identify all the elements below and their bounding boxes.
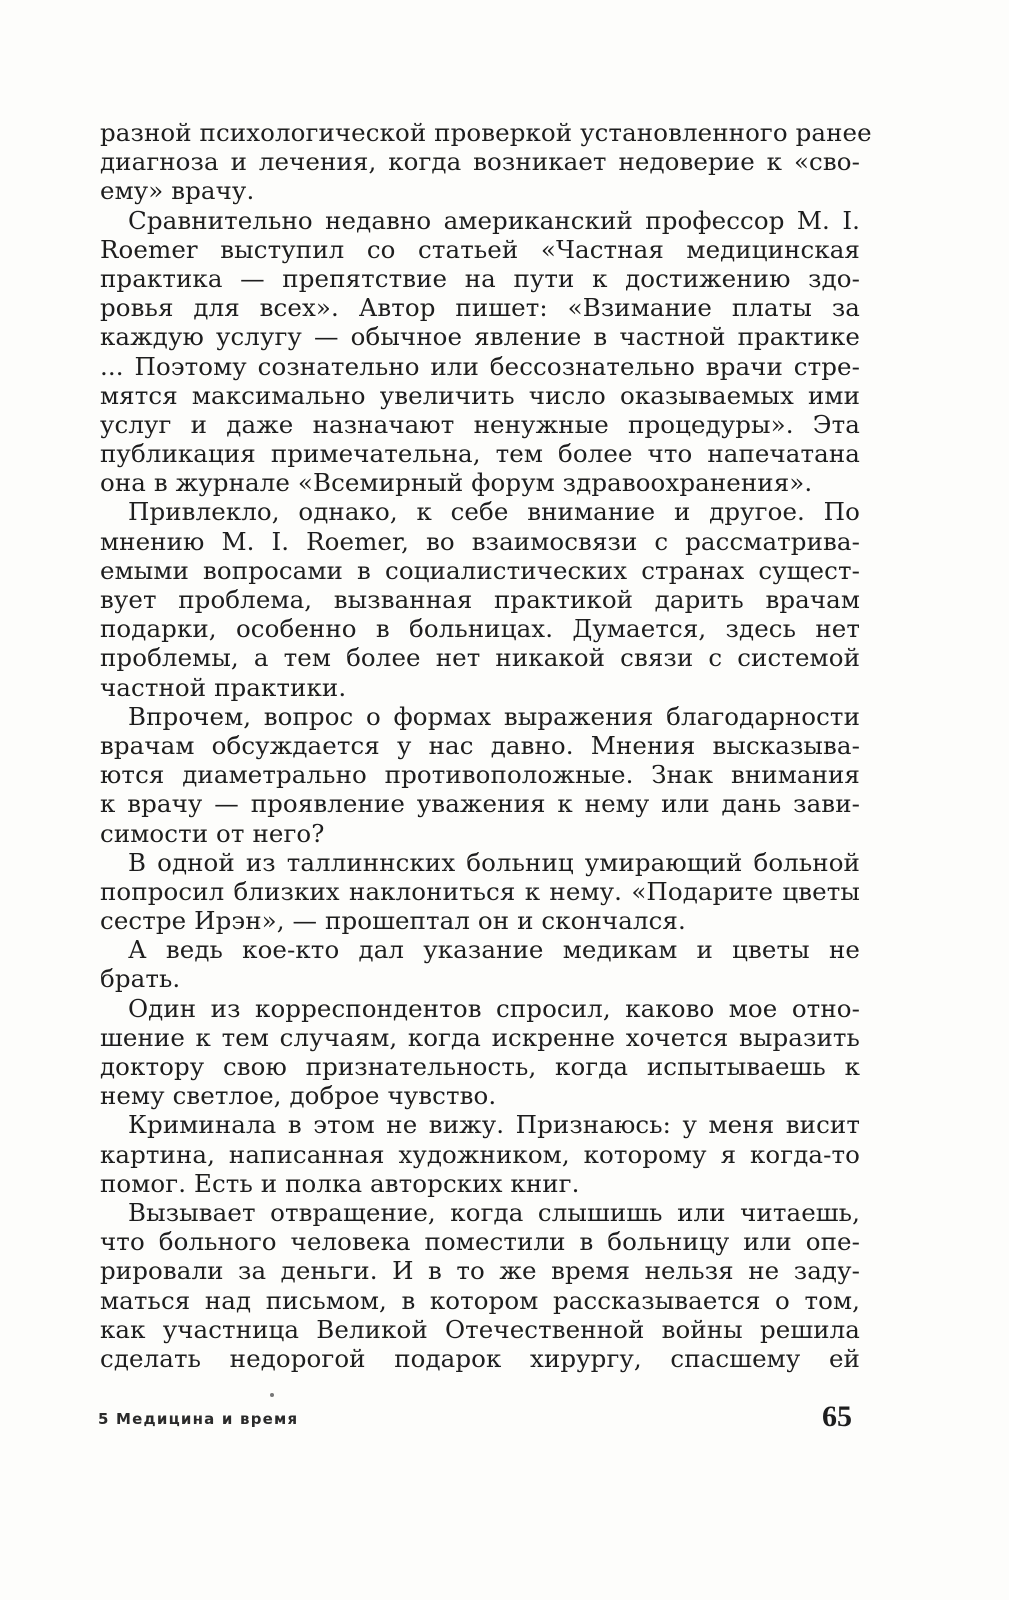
text-line: публикация примечательна, тем более что напечатана [100, 439, 860, 469]
text-line: она в журнале «Всемирный форум здравоохранения». [100, 468, 813, 498]
text-line: практика — препятствие на пути к достижению здо- [100, 263, 860, 293]
text-line: сделать недорогой подарок хирургу, спасшему ей [100, 1343, 860, 1373]
text-line: доктору свою признательность, когда испытываешь к [100, 1052, 860, 1081]
text-line: проблемы, а тем более нет никакой связи с системой [100, 643, 860, 673]
text-line: частной практики. [100, 672, 347, 702]
text-line: Криминала в этом не вижу. Признаюсь: у меня висит [128, 1110, 860, 1140]
text-line: ... Поэтому сознательно или бессознательно врачи стре- [100, 351, 860, 381]
text-line: В одной из таллиннских больниц умирающий больной [128, 847, 860, 877]
text-line: сестре Ирэн», — прошептал он и скончался. [100, 906, 686, 936]
text-line: емыми вопросами в социалистических странах сущест- [100, 555, 860, 585]
text-line: Один из корреспондентов спросил, каково мое отно- [128, 993, 860, 1023]
text-line: попросил близких наклониться к нему. «Подарите цветы [100, 876, 860, 906]
text-line: А ведь кое-кто дал указание медикам и цветы не [128, 935, 860, 965]
text-line: рировали за деньги. И в то же время нельзя не заду- [100, 1256, 860, 1286]
text-line: Вызывает отвращение, когда слышишь или читаешь, [128, 1197, 860, 1227]
text-line: маться над письмом, в котором рассказывается о том, [100, 1285, 860, 1315]
text-line: Привлекло, однако, к себе внимание и другое. По [128, 497, 860, 527]
text-line: как участница Великой Отечественной войны решила [100, 1314, 860, 1344]
text-line: диагноза и лечения, когда возникает недоверие к «сво- [100, 147, 860, 177]
text-line: Сравнительно недавно американский профессор М. I. [128, 205, 860, 235]
text-line: врачам обсуждается у нас давно. Мнения высказыва- [100, 730, 860, 760]
text-line: помог. Есть и полка авторских книг. [100, 1168, 580, 1198]
text-line: каждую услугу — обычное явление в частной практике [100, 322, 860, 352]
text-line: симости от него? [100, 818, 325, 848]
text-line: Впрочем, вопрос о формах выражения благодарности [128, 701, 860, 731]
text-line: ровья для всех». Автор пишет: «Взимание платы за [100, 293, 860, 323]
text-line: ему» врачу. [100, 176, 255, 206]
page-number: 65 [822, 1400, 852, 1433]
text-line: Roemer выступил со статьей «Частная медицинская [100, 234, 860, 264]
printer-signature-mark: 5 Медицина и время [98, 1410, 299, 1428]
text-line: к врачу — проявление уважения к нему или дань зави- [100, 789, 860, 819]
text-line: подарки, особенно в больницах. Думается, здесь нет [100, 614, 860, 644]
text-line: что больного человека поместили в больницу или опе- [100, 1227, 860, 1257]
text-line: шение к тем случаям, когда искренне хочется выразить [100, 1022, 860, 1052]
text-line: услуг и даже назначают ненужные процедуры». Эта [100, 409, 860, 439]
print-speck [270, 1393, 274, 1397]
body-text [100, 118, 872, 1373]
text-line: ются диаметрально противоположные. Знак внимания [100, 760, 860, 790]
text-line: картина, написанная художником, которому я когда-то [100, 1139, 860, 1169]
text-line: нему светлое, доброе чувство. [100, 1081, 497, 1111]
text-line: мятся максимально увеличить число оказываемых ими [100, 380, 860, 410]
text-line: разной психологической проверкой установленного ранее [100, 118, 872, 147]
text-line: вует проблема, вызванная практикой дарить врачам [100, 585, 860, 614]
text-line: мнению М. I. Roemer, во взаимосвязи с рассматрива- [100, 526, 860, 556]
text-line: брать. [100, 964, 181, 994]
